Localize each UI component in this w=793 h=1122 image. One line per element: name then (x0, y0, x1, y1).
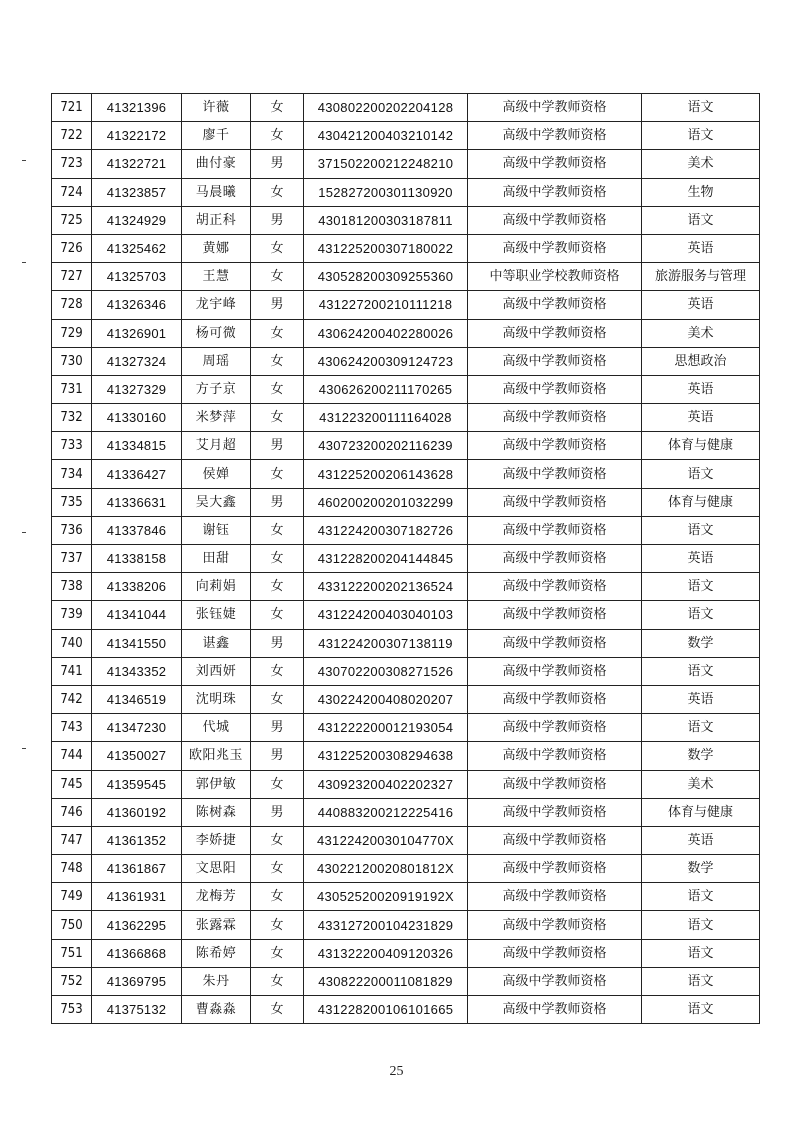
name-cell: 代城 (182, 714, 251, 742)
subject-cell: 旅游服务与管理 (642, 263, 760, 291)
exam-number-cell: 41338206 (92, 573, 182, 601)
scan-margin-mark (22, 262, 26, 263)
row-index-cell: 748 (52, 855, 92, 883)
scan-margin-mark (22, 532, 26, 533)
qualification-cell: 高级中学教师资格 (468, 516, 642, 544)
name-cell: 张钰婕 (182, 601, 251, 629)
gender-cell: 男 (251, 488, 304, 516)
table-row (52, 742, 760, 770)
name-cell: 杨可微 (182, 319, 251, 347)
qualification-cell: 高级中学教师资格 (468, 911, 642, 939)
name-cell: 谌鑫 (182, 629, 251, 657)
id-number-cell: 43122420030104770X (304, 826, 468, 854)
name-cell: 谢钰 (182, 516, 251, 544)
row-index-cell: 740 (52, 629, 92, 657)
id-number-cell: 433122200202136524 (304, 573, 468, 601)
subject-cell: 思想政治 (642, 347, 760, 375)
qualification-cell: 中等职业学校教师资格 (468, 263, 642, 291)
subject-cell: 语文 (642, 573, 760, 601)
subject-cell: 语文 (642, 883, 760, 911)
gender-cell: 女 (251, 516, 304, 544)
gender-cell: 女 (251, 122, 304, 150)
qualification-cell: 高级中学教师资格 (468, 573, 642, 601)
exam-number-cell: 41327329 (92, 375, 182, 403)
row-index-cell: 744 (52, 742, 92, 770)
scan-margin-mark (22, 748, 26, 749)
id-number-cell: 430802200202204128 (304, 94, 468, 122)
table-row (52, 911, 760, 939)
row-index-cell: 728 (52, 291, 92, 319)
id-number-cell: 430702200308271526 (304, 657, 468, 685)
name-cell: 张露霖 (182, 911, 251, 939)
row-index-cell: 725 (52, 206, 92, 234)
subject-cell: 美术 (642, 770, 760, 798)
qualification-cell: 高级中学教师资格 (468, 460, 642, 488)
name-cell: 陈希婷 (182, 939, 251, 967)
subject-cell: 英语 (642, 291, 760, 319)
gender-cell: 女 (251, 967, 304, 995)
table-row (52, 967, 760, 995)
id-number-cell: 430421200403210142 (304, 122, 468, 150)
name-cell: 向莉娟 (182, 573, 251, 601)
gender-cell: 女 (251, 375, 304, 403)
exam-number-cell: 41327324 (92, 347, 182, 375)
gender-cell: 女 (251, 178, 304, 206)
subject-cell: 体育与健康 (642, 798, 760, 826)
exam-number-cell: 41341044 (92, 601, 182, 629)
gender-cell: 女 (251, 826, 304, 854)
exam-number-cell: 41338158 (92, 545, 182, 573)
id-number-cell: 431224200403040103 (304, 601, 468, 629)
exam-number-cell: 41326346 (92, 291, 182, 319)
subject-cell: 语文 (642, 967, 760, 995)
exam-number-cell: 41325462 (92, 234, 182, 262)
page-number: 25 (389, 1064, 404, 1079)
subject-cell: 英语 (642, 826, 760, 854)
id-number-cell: 430181200303187811 (304, 206, 468, 234)
id-number-cell: 431228200204144845 (304, 545, 468, 573)
row-index-cell: 749 (52, 883, 92, 911)
table-row (52, 770, 760, 798)
id-number-cell: 431225200206143628 (304, 460, 468, 488)
id-number-cell: 371502200212248210 (304, 150, 468, 178)
name-cell: 方子京 (182, 375, 251, 403)
row-index-cell: 734 (52, 460, 92, 488)
qualification-cell: 高级中学教师资格 (468, 657, 642, 685)
row-index-cell: 739 (52, 601, 92, 629)
subject-cell: 英语 (642, 685, 760, 713)
table-row (52, 996, 760, 1024)
name-cell: 龙梅芳 (182, 883, 251, 911)
subject-cell: 语文 (642, 996, 760, 1024)
id-number-cell: 431223200111164028 (304, 404, 468, 432)
subject-cell: 英语 (642, 404, 760, 432)
qualification-cell: 高级中学教师资格 (468, 967, 642, 995)
row-index-cell: 726 (52, 234, 92, 262)
gender-cell: 男 (251, 742, 304, 770)
table-row (52, 178, 760, 206)
subject-cell: 英语 (642, 375, 760, 403)
row-index-cell: 742 (52, 685, 92, 713)
name-cell: 朱丹 (182, 967, 251, 995)
table-row (52, 798, 760, 826)
gender-cell: 女 (251, 855, 304, 883)
name-cell: 沈明珠 (182, 685, 251, 713)
subject-cell: 英语 (642, 545, 760, 573)
qualification-cell: 高级中学教师资格 (468, 234, 642, 262)
id-number-cell: 431224200307182726 (304, 516, 468, 544)
name-cell: 欧阳兆玉 (182, 742, 251, 770)
gender-cell: 女 (251, 657, 304, 685)
table-row (52, 404, 760, 432)
row-index-cell: 727 (52, 263, 92, 291)
gender-cell: 男 (251, 798, 304, 826)
row-index-cell: 753 (52, 996, 92, 1024)
name-cell: 黄娜 (182, 234, 251, 262)
gender-cell: 女 (251, 770, 304, 798)
table-row (52, 939, 760, 967)
name-cell: 龙宇峰 (182, 291, 251, 319)
gender-cell: 女 (251, 319, 304, 347)
table-row (52, 545, 760, 573)
name-cell: 侯婵 (182, 460, 251, 488)
subject-cell: 体育与健康 (642, 488, 760, 516)
exam-number-cell: 41321396 (92, 94, 182, 122)
row-index-cell: 724 (52, 178, 92, 206)
exam-number-cell: 41336631 (92, 488, 182, 516)
subject-cell: 语文 (642, 122, 760, 150)
id-number-cell: 431225200307180022 (304, 234, 468, 262)
row-index-cell: 736 (52, 516, 92, 544)
gender-cell: 女 (251, 263, 304, 291)
table-row (52, 601, 760, 629)
gender-cell: 男 (251, 714, 304, 742)
qualification-cell: 高级中学教师资格 (468, 375, 642, 403)
qualification-cell: 高级中学教师资格 (468, 545, 642, 573)
exam-number-cell: 41346519 (92, 685, 182, 713)
row-index-cell: 747 (52, 826, 92, 854)
name-cell: 刘西妍 (182, 657, 251, 685)
subject-cell: 数学 (642, 629, 760, 657)
name-cell: 陈树森 (182, 798, 251, 826)
table-row (52, 206, 760, 234)
exam-number-cell: 41323857 (92, 178, 182, 206)
exam-number-cell: 41366868 (92, 939, 182, 967)
qualification-cell: 高级中学教师资格 (468, 629, 642, 657)
exam-number-cell: 41322172 (92, 122, 182, 150)
exam-number-cell: 41359545 (92, 770, 182, 798)
name-cell: 田甜 (182, 545, 251, 573)
id-number-cell: 152827200301130920 (304, 178, 468, 206)
row-index-cell: 735 (52, 488, 92, 516)
row-index-cell: 722 (52, 122, 92, 150)
subject-cell: 语文 (642, 939, 760, 967)
table-row (52, 855, 760, 883)
row-index-cell: 738 (52, 573, 92, 601)
table-row (52, 150, 760, 178)
table-row (52, 657, 760, 685)
exam-number-cell: 41375132 (92, 996, 182, 1024)
table-row (52, 516, 760, 544)
qualification-cell: 高级中学教师资格 (468, 432, 642, 460)
gender-cell: 女 (251, 883, 304, 911)
exam-number-cell: 41322721 (92, 150, 182, 178)
name-cell: 胡正科 (182, 206, 251, 234)
gender-cell: 女 (251, 94, 304, 122)
qualification-cell: 高级中学教师资格 (468, 883, 642, 911)
row-index-cell: 729 (52, 319, 92, 347)
id-number-cell: 430224200408020207 (304, 685, 468, 713)
gender-cell: 女 (251, 545, 304, 573)
subject-cell: 数学 (642, 855, 760, 883)
name-cell: 曲付豪 (182, 150, 251, 178)
table-row (52, 573, 760, 601)
subject-cell: 体育与健康 (642, 432, 760, 460)
roster-table (51, 93, 760, 1024)
qualification-cell: 高级中学教师资格 (468, 291, 642, 319)
gender-cell: 女 (251, 996, 304, 1024)
exam-number-cell: 41360192 (92, 798, 182, 826)
row-index-cell: 750 (52, 911, 92, 939)
id-number-cell: 43022120020801812X (304, 855, 468, 883)
gender-cell: 女 (251, 234, 304, 262)
exam-number-cell: 41361867 (92, 855, 182, 883)
id-number-cell: 430923200402202327 (304, 770, 468, 798)
id-number-cell: 433127200104231829 (304, 911, 468, 939)
name-cell: 吴大鑫 (182, 488, 251, 516)
gender-cell: 男 (251, 291, 304, 319)
qualification-cell: 高级中学教师资格 (468, 347, 642, 375)
table-row (52, 94, 760, 122)
exam-number-cell: 41350027 (92, 742, 182, 770)
subject-cell: 美术 (642, 150, 760, 178)
row-index-cell: 745 (52, 770, 92, 798)
id-number-cell: 431322200409120326 (304, 939, 468, 967)
table-row (52, 234, 760, 262)
table-row (52, 347, 760, 375)
qualification-cell: 高级中学教师资格 (468, 488, 642, 516)
gender-cell: 男 (251, 629, 304, 657)
gender-cell: 男 (251, 150, 304, 178)
qualification-cell: 高级中学教师资格 (468, 206, 642, 234)
id-number-cell: 431225200308294638 (304, 742, 468, 770)
exam-number-cell: 41326901 (92, 319, 182, 347)
qualification-cell: 高级中学教师资格 (468, 319, 642, 347)
subject-cell: 语文 (642, 657, 760, 685)
gender-cell: 女 (251, 939, 304, 967)
name-cell: 廖千 (182, 122, 251, 150)
id-number-cell: 430624200402280026 (304, 319, 468, 347)
name-cell: 艾月超 (182, 432, 251, 460)
table-row (52, 883, 760, 911)
table-row (52, 291, 760, 319)
exam-number-cell: 41336427 (92, 460, 182, 488)
table-row (52, 263, 760, 291)
exam-number-cell: 41334815 (92, 432, 182, 460)
row-index-cell: 741 (52, 657, 92, 685)
scan-margin-mark (22, 160, 26, 161)
id-number-cell: 431224200307138119 (304, 629, 468, 657)
name-cell: 周瑶 (182, 347, 251, 375)
subject-cell: 语文 (642, 601, 760, 629)
id-number-cell: 431228200106101665 (304, 996, 468, 1024)
exam-number-cell: 41341550 (92, 629, 182, 657)
qualification-cell: 高级中学教师资格 (468, 404, 642, 432)
id-number-cell: 43052520020919192X (304, 883, 468, 911)
id-number-cell: 430624200309124723 (304, 347, 468, 375)
id-number-cell: 440883200212225416 (304, 798, 468, 826)
table-row (52, 122, 760, 150)
qualification-cell: 高级中学教师资格 (468, 122, 642, 150)
qualification-cell: 高级中学教师资格 (468, 685, 642, 713)
qualification-cell: 高级中学教师资格 (468, 939, 642, 967)
name-cell: 曹淼淼 (182, 996, 251, 1024)
row-index-cell: 730 (52, 347, 92, 375)
subject-cell: 英语 (642, 234, 760, 262)
row-index-cell: 733 (52, 432, 92, 460)
table-row (52, 488, 760, 516)
subject-cell: 语文 (642, 206, 760, 234)
gender-cell: 男 (251, 206, 304, 234)
exam-number-cell: 41343352 (92, 657, 182, 685)
qualification-cell: 高级中学教师资格 (468, 770, 642, 798)
subject-cell: 语文 (642, 516, 760, 544)
name-cell: 王慧 (182, 263, 251, 291)
exam-number-cell: 41330160 (92, 404, 182, 432)
name-cell: 郭伊敏 (182, 770, 251, 798)
id-number-cell: 460200200201032299 (304, 488, 468, 516)
id-number-cell: 431227200210111218 (304, 291, 468, 319)
subject-cell: 语文 (642, 94, 760, 122)
table-row (52, 460, 760, 488)
gender-cell: 女 (251, 911, 304, 939)
exam-number-cell: 41325703 (92, 263, 182, 291)
qualification-cell: 高级中学教师资格 (468, 855, 642, 883)
exam-number-cell: 41337846 (92, 516, 182, 544)
gender-cell: 女 (251, 460, 304, 488)
gender-cell: 女 (251, 685, 304, 713)
qualification-cell: 高级中学教师资格 (468, 714, 642, 742)
gender-cell: 男 (251, 432, 304, 460)
gender-cell: 女 (251, 573, 304, 601)
exam-number-cell: 41361931 (92, 883, 182, 911)
exam-number-cell: 41362295 (92, 911, 182, 939)
exam-number-cell: 41324929 (92, 206, 182, 234)
table-row (52, 375, 760, 403)
name-cell: 许薇 (182, 94, 251, 122)
qualification-cell: 高级中学教师资格 (468, 826, 642, 854)
qualification-cell: 高级中学教师资格 (468, 150, 642, 178)
row-index-cell: 723 (52, 150, 92, 178)
name-cell: 米梦萍 (182, 404, 251, 432)
gender-cell: 女 (251, 404, 304, 432)
table-row (52, 826, 760, 854)
roster-body (52, 94, 760, 1024)
gender-cell: 女 (251, 601, 304, 629)
qualification-cell: 高级中学教师资格 (468, 798, 642, 826)
row-index-cell: 732 (52, 404, 92, 432)
name-cell: 马晨曦 (182, 178, 251, 206)
id-number-cell: 430822200011081829 (304, 967, 468, 995)
row-index-cell: 737 (52, 545, 92, 573)
subject-cell: 语文 (642, 911, 760, 939)
table-row (52, 629, 760, 657)
qualification-cell: 高级中学教师资格 (468, 601, 642, 629)
subject-cell: 数学 (642, 742, 760, 770)
table-row (52, 714, 760, 742)
exam-number-cell: 41369795 (92, 967, 182, 995)
id-number-cell: 430626200211170265 (304, 375, 468, 403)
row-index-cell: 746 (52, 798, 92, 826)
table-row (52, 685, 760, 713)
qualification-cell: 高级中学教师资格 (468, 742, 642, 770)
name-cell: 李娇捷 (182, 826, 251, 854)
qualification-cell: 高级中学教师资格 (468, 94, 642, 122)
name-cell: 文思阳 (182, 855, 251, 883)
exam-number-cell: 41361352 (92, 826, 182, 854)
qualification-cell: 高级中学教师资格 (468, 996, 642, 1024)
row-index-cell: 751 (52, 939, 92, 967)
table-row (52, 319, 760, 347)
qualification-cell: 高级中学教师资格 (468, 178, 642, 206)
table-row (52, 432, 760, 460)
row-index-cell: 752 (52, 967, 92, 995)
subject-cell: 美术 (642, 319, 760, 347)
subject-cell: 语文 (642, 714, 760, 742)
id-number-cell: 431222200012193054 (304, 714, 468, 742)
gender-cell: 女 (251, 347, 304, 375)
row-index-cell: 731 (52, 375, 92, 403)
exam-number-cell: 41347230 (92, 714, 182, 742)
row-index-cell: 721 (52, 94, 92, 122)
id-number-cell: 430528200309255360 (304, 263, 468, 291)
id-number-cell: 430723200202116239 (304, 432, 468, 460)
subject-cell: 语文 (642, 460, 760, 488)
subject-cell: 生物 (642, 178, 760, 206)
row-index-cell: 743 (52, 714, 92, 742)
